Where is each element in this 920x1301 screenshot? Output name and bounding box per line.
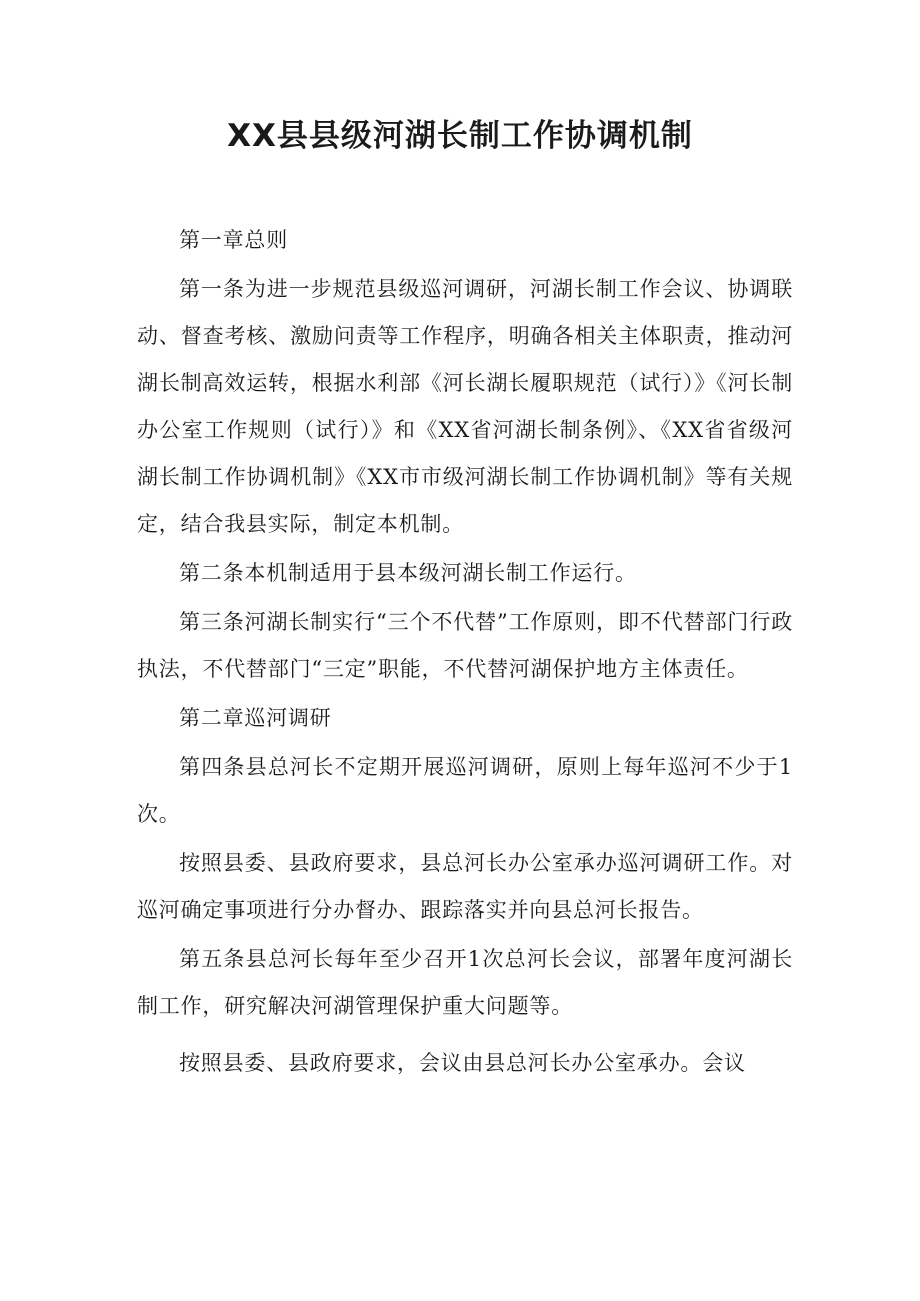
chapter-heading: 第二章巡河调研 [179, 706, 332, 730]
document-title: XX县县级河湖长制工作协调机制 [227, 118, 693, 154]
article-paragraph: 第三条河湖长制实行“三个不代替”工作原则，即不代替部门行政执法，不代替部门“三定”职能，不代替河湖保护地方主体责任。 [137, 610, 793, 681]
article-paragraph: 第五条县总河长每年至少召开1次总河长会议，部署年度河湖长制工作，研究解决河湖管理保护重大问题等。 [137, 947, 793, 1018]
article-paragraph: 第四条县总河长不定期开展巡河调研，原则上每年巡河不少于1次。 [137, 755, 793, 826]
article-paragraph: 按照县委、县政府要求，会议由县总河长办公室承办。会议 [179, 1051, 746, 1075]
article-paragraph: 按照县委、县政府要求，县总河长办公室承办巡河调研工作。对巡河确定事项进行分办督办、跟踪落实并向县总河长报告。 [137, 851, 793, 922]
chapter-heading: 第一章总则 [179, 228, 288, 252]
article-paragraph: 第二条本机制适用于县本级河湖长制工作运行。 [179, 561, 637, 585]
document-body [137, 217, 793, 1089]
article-paragraph: 第一条为进一步规范县级巡河调研，河湖长制工作会议、协调联动、督查考核、激励问责等工作程序，明确各相关主体职责，推动河湖长制高效运转，根据水利部《河长湖长履职规范（试行）》《河长制办公室工作规则（试行）》和《XX省河湖长制条例》、《XX省省级河湖长制工作协调机制》《XX市市级河湖长制工作协调机制》等有关规定，结合我县实际，制定本机制。 [137, 277, 793, 536]
